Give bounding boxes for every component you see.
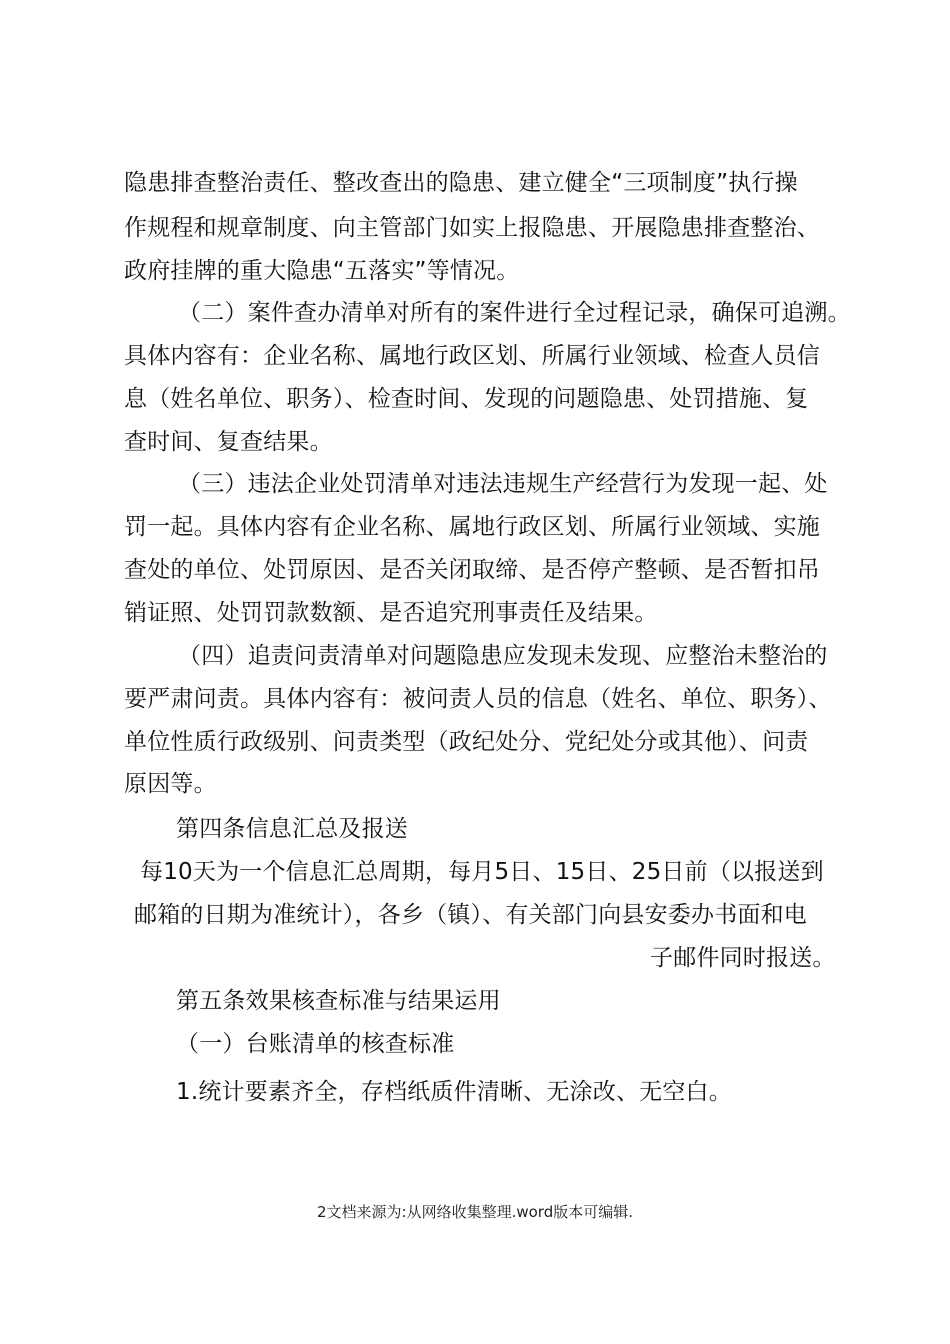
- text-line: 息（姓名单位、职务）、检查时间、发现的问题隐患、处罚措施、复: [124, 386, 809, 412]
- text-line: 要严肃问责。具体内容有：被问责人员的信息（姓名、单位、职务）、: [124, 686, 832, 712]
- list-item: 1.统计要素齐全，存档纸质件清晰、无涂改、无空白。: [176, 1079, 732, 1105]
- text-line: 邮箱的日期为准统计），各乡（镇）、有关部门向县安委办书面和电: [134, 902, 807, 928]
- text-line: 具体内容有：企业名称、属地行政区划、所属行业领域、检查人员信: [124, 343, 820, 369]
- text-line: 罚一起。具体内容有企业名称、属地行政区划、所属行业领域、实施: [124, 514, 820, 540]
- page-footer: 2文档来源为:从网络收集整理.word版本可编辑.: [316, 1203, 633, 1221]
- paragraph-heading: （四）追责问责清单对问题隐患应发现未发现、应整治未整治的: [178, 643, 828, 669]
- text-line: 销证照、处罚罚款数额、是否追究刑事责任及结果。: [124, 600, 658, 626]
- section-heading: （一）台账清单的核查标准: [176, 1031, 455, 1057]
- text-line: 政府挂牌的重大隐患“五落实”等情况。: [124, 258, 520, 284]
- text-line: 单位性质行政级别、问责类型（政纪处分、党纪处分或其他）、问责: [124, 729, 809, 755]
- text-line: 查处的单位、处罚原因、是否关闭取缔、是否停产整顿、是否暂扣吊: [124, 557, 820, 583]
- text-line: 原因等。: [124, 771, 217, 797]
- paragraph-heading: （三）违法企业处罚清单对违法违规生产经营行为发现一起、处: [178, 471, 828, 497]
- text-line: 隐患排查整治责任、整改查出的隐患、建立健全“三项制度”执行操: [124, 170, 798, 196]
- paragraph-heading: （二）案件查办清单对所有的案件进行全过程记录，确保可追溯。: [178, 300, 851, 326]
- text-line: 子邮件同时报送。: [650, 945, 836, 971]
- article-heading: 第五条效果核查标准与结果运用: [176, 988, 501, 1014]
- text-line: 查时间、复查结果。: [124, 429, 333, 455]
- article-heading: 第四条信息汇总及报送: [176, 816, 408, 842]
- text-line: 作规程和规章制度、向主管部门如实上报隐患、开展隐患排查整治、: [124, 215, 820, 241]
- text-line: 每10天为一个信息汇总周期，每月5日、15日、25日前（以报送到: [140, 859, 824, 885]
